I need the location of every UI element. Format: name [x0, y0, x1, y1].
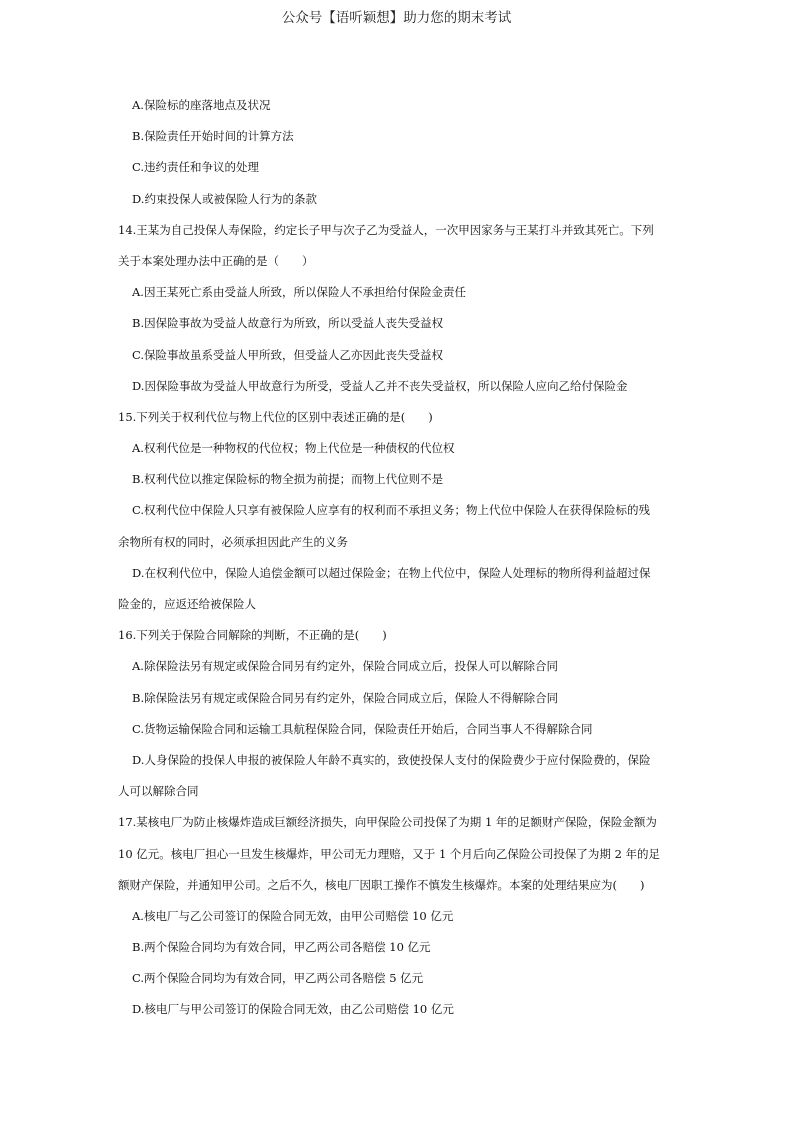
- question-text: 15.下列关于权利代位与物上代位的区别中表述正确的是( ): [118, 409, 433, 424]
- answer-option: A.权利代位是一种物权的代位权；物上代位是一种债权的代位权: [132, 441, 455, 456]
- answer-option: B.除保险法另有规定或保险合同另有约定外，保险合同成立后，保险人不得解除合同: [132, 690, 559, 705]
- page-header: 公众号【语听颖想】助力您的期末考试: [281, 10, 512, 26]
- question-text-continued: 人可以解除合同: [118, 784, 199, 799]
- question-text-continued: 险金的，应返还给被保险人: [118, 597, 256, 611]
- answer-option: B.权利代位以推定保险标的物全损为前提；而物上代位则不是: [132, 472, 444, 487]
- answer-option: A.因王某死亡系由受益人所致，所以保险人不承担给付保险金责任: [132, 285, 466, 300]
- answer-option: D.人身保险的投保人申报的被保险人年龄不真实的，致使投保人支付的保险费少于应付保险费的，保险: [132, 752, 651, 767]
- question-text: 14.王某为自己投保人寿保险，约定长子甲与次子乙为受益人，一次甲因家务与王某打斗并致其死亡。下列: [118, 222, 654, 237]
- answer-option: C.两个保险合同均为有效合同，甲乙两公司各赔偿 5 亿元: [132, 971, 424, 986]
- question-text-continued: 余物所有权的同时，必须承担因此产生的义务: [118, 534, 348, 549]
- document-body: [118, 90, 678, 1026]
- answer-option: D.核电厂与甲公司签订的保险合同无效，由乙公司赔偿 10 亿元: [132, 1002, 454, 1017]
- question-text-continued: 关于本案处理办法中正确的是（ ）: [118, 253, 314, 268]
- question-text: 17.某核电厂为防止核爆炸造成巨额经济损失，向甲保险公司投保了为期 1 年的足额财产保险，保险金额为: [118, 815, 657, 830]
- answer-option: D.在权利代位中，保险人追偿金额可以超过保险金；在物上代位中，保险人处理标的物所得利益超过保: [132, 565, 651, 580]
- answer-option: B.因保险事故为受益人故意行为所致，所以受益人丧失受益权: [132, 316, 444, 331]
- question-text: 16.下列关于保险合同解除的判断，不正确的是( ): [118, 628, 387, 643]
- answer-option: C.货物运输保险合同和运输工具航程保险合同，保险责任开始后，合同当事人不得解除合同: [132, 721, 593, 736]
- answer-option: B.两个保险合同均为有效合同，甲乙两公司各赔偿 10 亿元: [132, 940, 431, 955]
- answer-option: D.因保险事故为受益人甲故意行为所受，受益人乙并不丧失受益权，所以保险人应向乙给付保险金: [132, 378, 628, 393]
- answer-option: C.违约责任和争议的处理: [132, 160, 260, 175]
- answer-option: A.核电厂与乙公司签订的保险合同无效，由甲公司赔偿 10 亿元: [132, 908, 454, 923]
- question-text-continued: 额财产保险，并通知甲公司。之后不久，核电厂因职工操作不慎发生核爆炸。本案的处理结果应为( ): [118, 877, 645, 892]
- answer-option: D.约束投保人或被保险人行为的条款: [132, 191, 317, 206]
- question-text-continued: 10 亿元。核电厂担心一旦发生核爆炸，甲公司无力理赔，又于 1 个月后向乙保险公司投保了为期 2 年的足: [118, 846, 661, 861]
- answer-option: B.保险责任开始时间的计算方法: [132, 129, 294, 144]
- answer-option: A.除保险法另有规定或保险合同另有约定外，保险合同成立后，投保人可以解除合同: [132, 659, 558, 674]
- answer-option: A.保险标的座落地点及状况: [132, 98, 271, 112]
- answer-option: C.保险事故虽系受益人甲所致，但受益人乙亦因此丧失受益权: [132, 347, 444, 362]
- answer-option: C.权利代位中保险人只享有被保险人应享有的权利而不承担义务；物上代位中保险人在获得保险标的残: [132, 503, 651, 518]
